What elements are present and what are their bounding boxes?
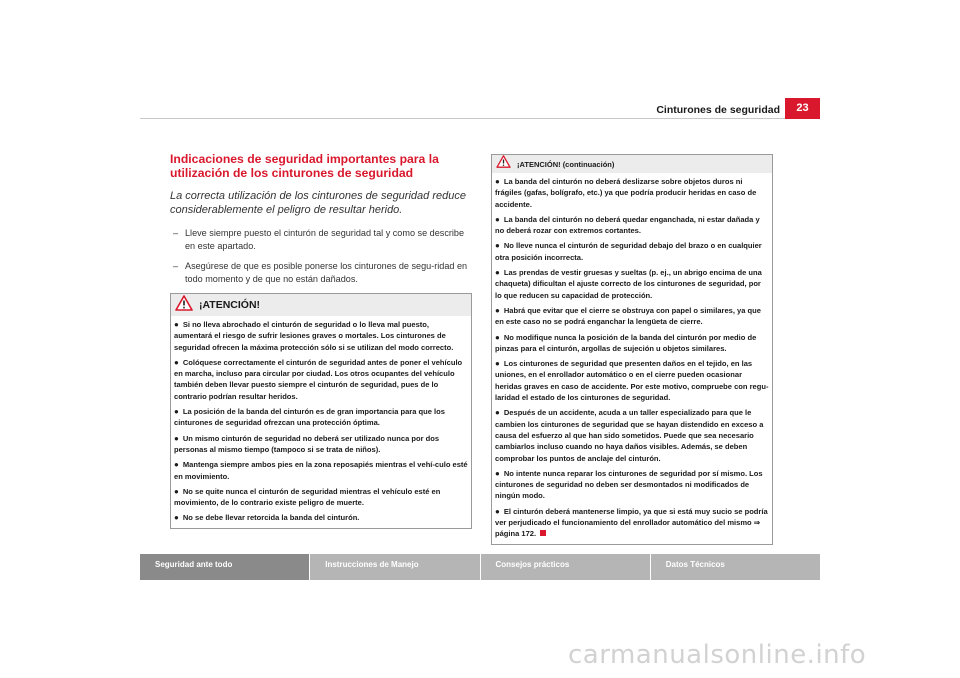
section-title: Indicaciones de seguridad importantes para la utilización de los cinturones de seguridad [170,152,439,180]
warning-item: ● Colóquese correctamente el cinturón de seguridad antes de poner el vehículo en marcha, incluso para circular por ciudad. Los otros ocupantes del vehículo también deben llevar puesto siempre el cinturón de seguridad, pues de lo contrario podrían resultar heridos. [174,357,463,401]
warning-item: ● Habrá que evitar que el cierre se obstruya con papel o similares, ya que en este caso no se podrá enganchar la lengüeta de cierre. [495,305,761,327]
page-number: 23 [785,98,820,119]
warning-item: ● No intente nunca reparar los cinturones de seguridad por sí mismo. Los cinturones de seguridad no deben ser desmontados ni modificados de ningún modo. [495,468,763,501]
warning-header [492,155,772,173]
step-item: – Lleve siempre puesto el cinturón de seguridad tal y como se describe en este apartado. [173,228,465,251]
section-intro: La correcta utilización de los cinturones de seguridad reduce considerablemente el peligro de resultar herido. [170,190,466,216]
footer-nav [140,554,820,580]
warning-header [171,294,471,316]
warning-item: ● La banda del cinturón no deberá deslizarse sobre objetos duros ni frágiles (gafas, bolígrafo, etc.) ya que podría producir heridas en caso de accidente. [495,177,757,209]
running-header: Cinturones de seguridad [656,104,780,116]
left-column [170,152,472,529]
warning-item: ● Si no lleva abrochado el cinturón de seguridad o lo lleva mal puesto, aumentará el riesgo de sufrir lesiones graves o mortales. Los cinturones de seguridad ofrecen la máxima protección sólo si se utilizan del modo correcto. [174,320,454,352]
step-item: – Asegúrese de que es posible ponerse los cinturones de segu-ridad en todo momento y de que no están dañados. [173,261,468,284]
warning-item: ● Después de un accidente, acuda a un taller especializado para que le cambien los cinturones de seguridad que se hayan distendido en exceso a causa del esfuerzo al que han sido sometidos. Puede que sea necesario cambiarlos incluso cuando no haya daños visibles. Además, se deben comprobar los puntos de anclaje del cinturón. [495,408,764,463]
warning-triangle-icon [496,155,511,173]
warning-box [170,293,472,529]
steps-list [170,227,472,285]
warning-item: ● No se debe llevar retorcida la banda del cinturón. [174,513,360,523]
warning-triangle-icon [175,295,193,316]
warning-item: ● El cinturón deberá mantenerse limpio, ya que si está muy sucio se podría ver perjudicado el funcionamiento del enrollador automático del mismo ⇒ página 172. [495,506,768,539]
warning-body [171,316,471,528]
footer-tab-seguridad[interactable]: Seguridad ante todo [140,554,309,580]
warning-item: ● Un mismo cinturón de seguridad no deberá ser utilizado nunca por dos personas al mismo tiempo (tampoco si se trata de niños). [174,433,440,454]
footer-tab-consejos[interactable]: Consejos prácticos [481,554,650,580]
warning-item: ● Las prendas de vestir gruesas y sueltas (p. ej., un abrigo encima de una chaqueta) dificultan el ajuste correcto de los cinturones de seguridad, por lo que reducen su capacidad de protección. [495,268,762,300]
warning-item: ● Los cinturones de seguridad que presenten daños en el tejido, en las uniones, en el enrollador automático o en el cierre pueden ocasionar heridas graves en caso de accidente. Por este motivo, compruebe con regu-laridad el estado de los cinturones de seguridad. [495,359,769,403]
watermark: carmanualsonline.info [568,640,867,670]
page-reference-link[interactable]: ⇒ página 172. [495,518,761,539]
footer-tab-datos[interactable]: Datos Técnicos [651,554,820,580]
warning-item: ● La banda del cinturón no deberá quedar enganchada, ni estar dañada y no deberá rozar con extremos cortantes. [495,214,760,236]
warning-title: ¡ATENCIÓN! (continuación) [517,159,615,169]
warning-item: ● Mantenga siempre ambos pies en la zona reposapiés mientras el vehí-culo esté en movimiento. [174,460,468,481]
warning-item: ● La posición de la banda del cinturón es de gran importancia para que los cinturones de seguridad ofrezcan una protección óptima. [174,407,445,428]
warning-item: ● No modifique nunca la posición de la banda del cinturón por medio de pinzas para el cinturón, argollas de sujeción u objetos similares. [495,332,757,353]
warning-item: ● No se quite nunca el cinturón de seguridad mientras el vehículo esté en movimiento, de lo contrario existe peligro de muerte. [174,486,441,508]
warning-box-continued [491,154,773,545]
warning-body [492,173,772,544]
header-rule [140,118,820,119]
footer-tab-instrucciones[interactable]: Instrucciones de Manejo [310,554,479,580]
end-of-section-marker [540,530,546,536]
warning-title: ¡ATENCIÓN! [199,299,261,311]
warning-item: ● No lleve nunca el cinturón de seguridad debajo del brazo o en cualquier otra posición incorrecta. [495,241,762,262]
right-column [491,154,773,545]
